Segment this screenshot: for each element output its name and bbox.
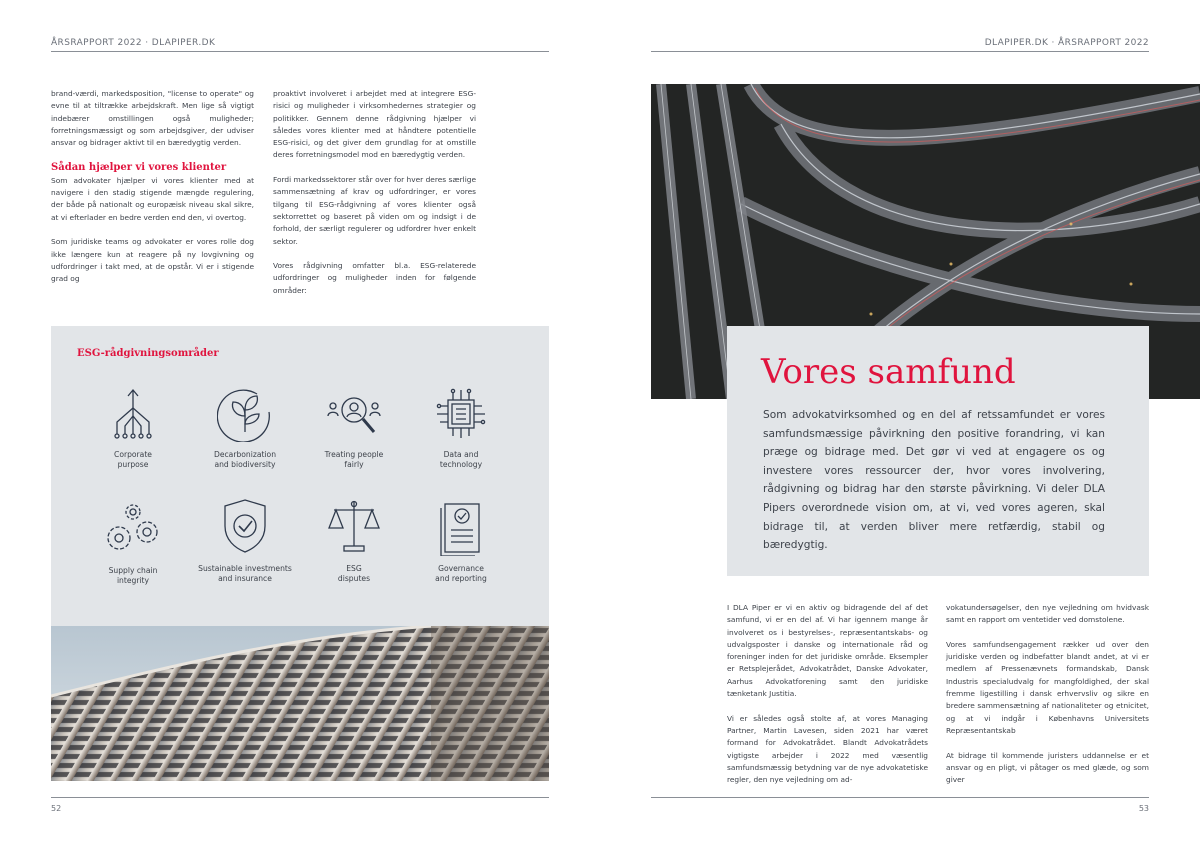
paragraph: Som advokater hjælper vi vores klienter med at navigere i den stadig stigende mængde regulering, der både på nationalt og europæisk niveau skal sikre, at vi efterlader en bedre verden end den, vi overtog. [51,175,254,222]
page-number-right: 53 [1138,804,1149,813]
left-text-column-1 [51,88,254,298]
header-right: DLAPIPER.DK · ÅRSRAPPORT 2022 [984,38,1149,48]
esg-areas-box [51,326,549,626]
paragraph: Vores samfundsengagement rækker ud over den juridiske verden og indbefatter blandt andet, at vi er medlem af Pressenævnets formandskab, Dansk Industris specialudvalg for mangfoldighed, der skal fremme ligestilling i dansk erhvervsliv og sikre en bredere sammensætning af nationaliteter og etnicitet, og at vi indgår i Københavns Universitets Repræsentantskab [946,639,1149,735]
leaves-icon [217,386,273,442]
esg-item-esg-disputes [296,496,412,583]
right-text-column-2 [946,602,1149,799]
esg-item-data-technology [403,386,519,469]
header-left: ÅRSRAPPORT 2022 · DLAPIPER.DK [51,38,216,48]
esg-item-corporate-purpose [75,386,191,469]
esg-item-sustainable-investments [187,496,303,583]
paragraph: Vi er således også stolte af, at vores Managing Partner, Martin Lavesen, siden 2021 har været formand for Advokatrådet. Blandt Advokatrådets vigtigste arbejder i 2022 med væsentlig samfundsmæssig betydning var de nye advokatetiske regler, den nye vejledning om ad- [727,713,928,785]
esg-label: Treating people fairly [324,450,384,469]
esg-label: ESG disputes [337,564,371,583]
esg-label: Corporate purpose [114,450,152,469]
paragraph: I DLA Piper er vi en aktiv og bidragende del af det samfund, vi er en del af. Vi har igennem mange år involveret os i bestyrelses-, repræsentantskabs- og udvalgsposter i danske og internationale råd og foreninger inden for det juridiske område. Eksempler er Retsplejerådet, Advokatrådet, Danske Advokater, Aarhus Advokatforening samt den juridiske tænketank Justitia. [727,603,928,699]
paragraph: Vores rådgivning omfatter bl.a. ESG-relaterede udfordringer og muligheder inden for følgende områder: [273,261,476,295]
esg-box-title: ESG-rådgivningsområder [77,348,219,359]
architecture-photo [51,626,549,781]
right-text-column-1 [727,602,928,799]
esg-label: Sustainable investments and insurance [198,564,292,583]
section-title: Vores samfund [761,352,1016,392]
document-check-icon [433,496,489,556]
esg-item-treating-people [296,386,412,469]
people-magnifier-icon [324,386,384,442]
paragraph: Som juridiske teams og advokater er vores rolle dog ikke længere kun at reagere på ny lovgivning og udfordringer i takt med, at de opstår. Vi er i stigende grad og [51,237,254,284]
building-facade-image [51,626,549,781]
paragraph: At bidrage til kommende juristers uddannelse er et ansvar og en pligt, vi påtager os med glæde, og som giver [946,750,1149,785]
esg-item-decarbonization [187,386,303,469]
society-intro-box [727,326,1149,576]
paragraph: vokatundersøgelser, den nye vejledning om hvidvask samt en rapport om ventetider ved domstolene. [946,603,1149,625]
paragraph: Fordi markedssektorer står over for hver deres særlige sammensætning af krav og udfordringer, er vores tilgang til ESG-rådgivning af vores klienter også sektorrettet og baseret på viden om og indsigt i de forhold, der særligt regulerer og udfordrer hver enkelt sektor. [273,175,476,246]
header-rule-left [51,51,549,52]
header-rule-right [651,51,1149,52]
chip-icon [431,386,491,442]
esg-label: Decarbonization and biodiversity [213,450,277,469]
footer-rule-left [51,797,549,798]
footer-rule-right [651,797,1149,798]
paragraph: brand-værdi, markedsposition, "license to operate" og evne til at tiltrække arbejdskraft. Men lige så vigtigt indebærer omstillingen også muligheder; forretningsmæssigt og som arbejdsgiver, der udviser ansvar og bidrager aktivt til en bæredygtig verden. [51,89,254,148]
esg-item-governance [403,496,519,583]
shield-check-icon [217,496,273,556]
intro-paragraph: Som advokatvirksomhed og en del af retssamfundet er vores samfundsmæssige påvirkning den positive forandring, vi kan præge og bidrage med. Det gør vi ved at engagere os og investere vores ressourcer der, hvor vores involvering, rådgivning og bidrag har den største påvirkning. Vi deler DLA Pipers overordnede vision om, at vi, ved vores ageren, skal bidrage til, at verden bliver mere retfærdig, stabil og bæredygtig. [763,409,1105,552]
gears-icon [103,498,163,558]
paragraph: proaktivt involveret i arbejdet med at integrere ESG-risici og muligheder i virksomhedernes strategier og politikker. Gennem denne rådgivning hjælper vi således vores klienter med at håndtere potentielle ESG-risici, og det giver dem grundlag for at omstille deres forretningsmodel mod en bæredygtig verden. [273,89,476,160]
esg-label: Data and technology [439,450,483,469]
esg-item-supply-chain [75,498,191,585]
esg-label: Supply chain integrity [108,566,158,585]
section-heading: Sådan hjælper vi vores klienter [51,161,227,173]
page-number-left: 52 [51,804,62,813]
scales-icon [324,496,384,556]
esg-label: Governance and reporting [435,564,487,583]
corporate-purpose-icon [105,386,161,442]
left-text-column-2 [273,88,476,309]
